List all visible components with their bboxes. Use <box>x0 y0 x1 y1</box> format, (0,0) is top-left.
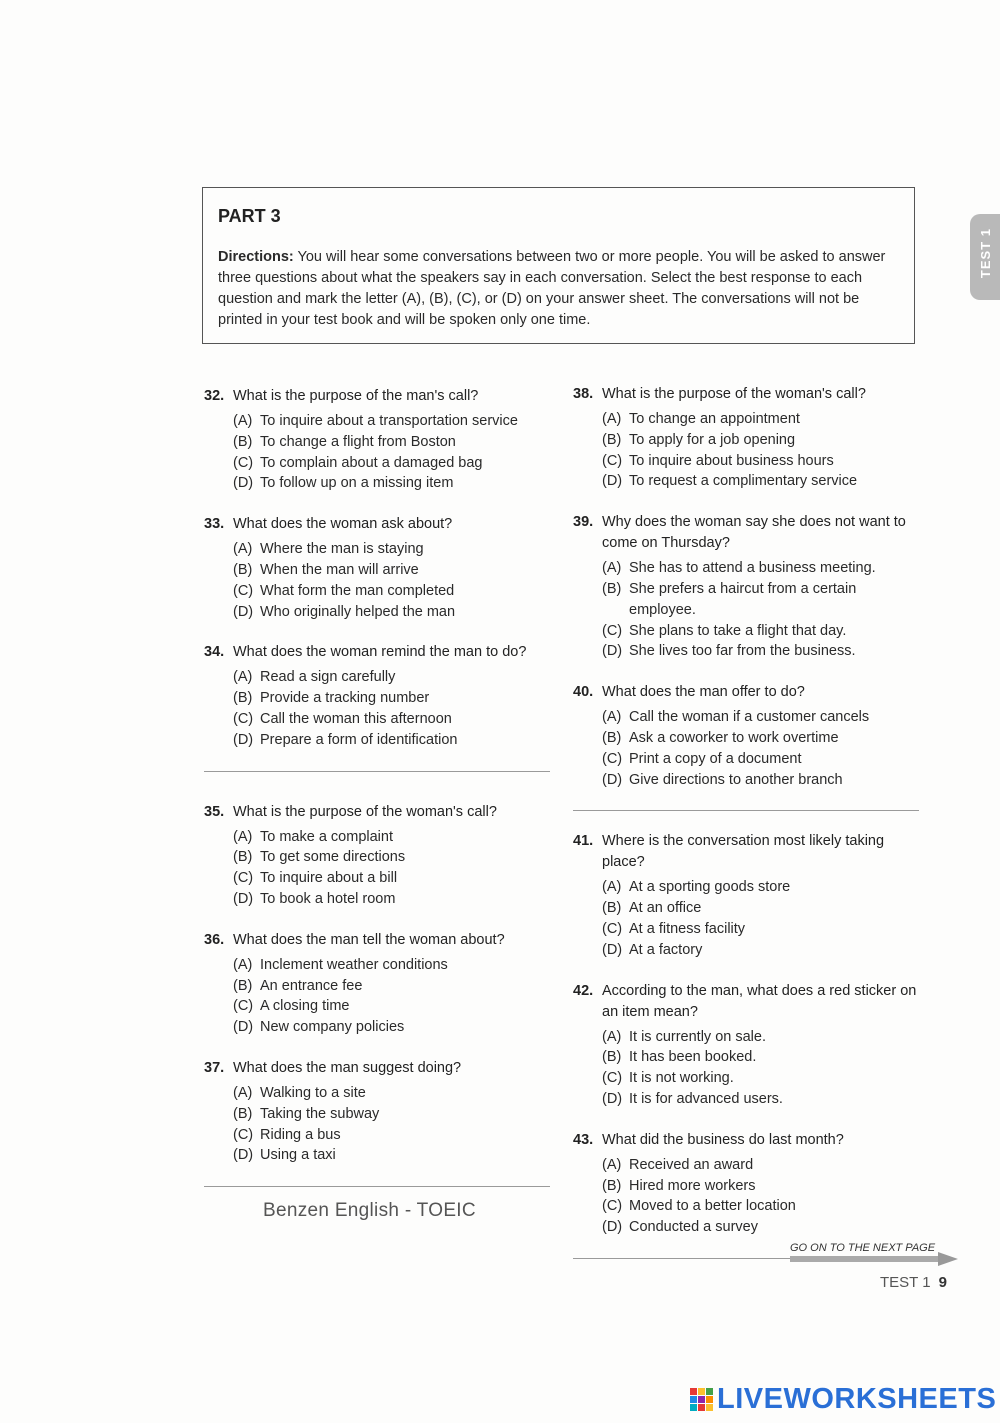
option[interactable] <box>602 1068 923 1089</box>
option-letter: (A) <box>233 1084 253 1101</box>
option[interactable] <box>602 1196 923 1217</box>
question-number: 37. <box>204 1059 225 1076</box>
watermark: Benzen English - TOEIC <box>263 1200 476 1221</box>
option[interactable] <box>602 451 923 472</box>
option[interactable] <box>602 579 923 621</box>
page-number: 9 <box>938 1274 947 1291</box>
option-text: To inquire about business hours <box>629 452 834 469</box>
option-letter: (D) <box>233 1147 254 1164</box>
directions-box <box>202 187 915 344</box>
option-letter: (A) <box>233 669 253 686</box>
option-letter: (A) <box>602 411 622 427</box>
question-text: What does the woman ask about? <box>233 516 453 533</box>
option-text: Ask a coworker to work overtime <box>629 729 839 746</box>
option[interactable] <box>602 898 923 919</box>
option-text: Riding a bus <box>260 1126 341 1143</box>
question-text: What does the man suggest doing? <box>233 1059 462 1076</box>
option-letter: (D) <box>233 890 254 907</box>
option-text: To get some directions <box>260 849 406 866</box>
option-letter: (D) <box>233 1019 254 1036</box>
divider <box>204 1186 550 1187</box>
right-column <box>573 384 923 1289</box>
option-text: At a sporting goods store <box>629 879 791 896</box>
option[interactable] <box>602 409 923 430</box>
option-text: A closing time <box>260 998 350 1015</box>
option-letter: (B) <box>602 729 622 746</box>
option[interactable] <box>602 707 923 728</box>
option-text: Call the woman if a customer cancels <box>629 709 870 726</box>
option-text: It is currently on sale. <box>629 1028 766 1045</box>
option-text: To inquire about a bill <box>260 870 398 887</box>
question-41 <box>573 831 923 960</box>
option-text: It is for advanced users. <box>629 1090 783 1107</box>
question-number: 38. <box>573 386 594 402</box>
liveworksheets-logo-icon <box>690 1388 713 1411</box>
option-letter: (C) <box>233 1126 254 1143</box>
option-letter: (A) <box>233 541 253 558</box>
directions-text: You will hear some conversations between two or more people. You will be asked to answer three questions about what the speakers say in each conversation. Select the best response to each question and mark the letter (A), (B), (C), or (D) on your answer sheet. The conversations will not be printed in your test book and will be spoken only one time. <box>218 249 886 328</box>
option-text: Call the woman this afternoon <box>260 710 452 727</box>
question-number: 36. <box>204 931 225 948</box>
option[interactable] <box>233 411 554 432</box>
option-text: To follow up on a missing item <box>260 475 454 492</box>
question-text: Where is the conversation most likely taking place? <box>602 833 885 871</box>
option-text: To request a complimentary service <box>629 473 858 490</box>
option-letter: (C) <box>602 1198 623 1215</box>
footer-logo <box>690 1383 996 1416</box>
question-number: 40. <box>573 684 594 701</box>
option[interactable] <box>602 1027 923 1048</box>
option-letter: (A) <box>602 1156 622 1173</box>
option[interactable] <box>233 473 554 494</box>
option-text: To book a hotel room <box>260 890 396 907</box>
option[interactable] <box>602 1176 923 1197</box>
arrow-right-icon <box>790 1252 960 1268</box>
option-text: To make a complaint <box>260 828 393 845</box>
option-letter: (A) <box>233 413 253 429</box>
question-text: What does the man tell the woman about? <box>233 931 505 948</box>
option[interactable] <box>233 827 554 848</box>
question-32 <box>204 386 554 494</box>
option-text: To apply for a job opening <box>629 431 796 448</box>
option-letter: (C) <box>233 582 254 599</box>
option-text: Received an award <box>629 1156 754 1173</box>
question-38 <box>573 384 923 492</box>
option-text: Print a copy of a document <box>629 750 802 767</box>
option-text: She plans to take a flight that day. <box>629 622 847 639</box>
question-number: 35. <box>204 803 225 820</box>
option[interactable] <box>602 749 923 770</box>
question-37 <box>204 1058 554 1166</box>
option[interactable] <box>233 560 554 581</box>
option[interactable] <box>602 558 923 579</box>
question-33 <box>204 514 554 622</box>
option-letter: (C) <box>233 710 254 727</box>
option[interactable] <box>233 453 554 474</box>
option[interactable] <box>233 955 554 976</box>
option-letter: (B) <box>602 1177 622 1194</box>
option[interactable] <box>233 1145 554 1166</box>
option-letter: (B) <box>233 977 253 994</box>
option-letter: (A) <box>602 879 622 896</box>
question-number: 41. <box>573 833 594 850</box>
option-text: It has been booked. <box>629 1049 757 1066</box>
option[interactable] <box>602 621 923 642</box>
divider <box>204 771 550 772</box>
question-number: 32. <box>204 388 225 404</box>
option[interactable] <box>602 430 923 451</box>
option-text: Conducted a survey <box>629 1219 758 1236</box>
option[interactable] <box>233 1104 554 1125</box>
go-on-label: GO ON TO THE NEXT PAGE <box>790 1242 936 1254</box>
option[interactable] <box>233 889 554 910</box>
option-letter: (D) <box>602 473 623 490</box>
option-letter: (B) <box>233 1105 253 1122</box>
option[interactable] <box>233 996 554 1017</box>
option-letter: (A) <box>602 709 622 726</box>
option-letter: (D) <box>233 731 254 748</box>
divider <box>573 810 919 811</box>
option-letter: (A) <box>602 560 622 577</box>
question-43 <box>573 1130 923 1238</box>
side-tab <box>970 214 1000 300</box>
option-text: To inquire about a transportation service <box>260 413 518 429</box>
option-letter: (D) <box>602 941 623 958</box>
option-letter: (A) <box>233 956 253 973</box>
option-letter: (C) <box>602 452 623 469</box>
option-letter: (B) <box>233 690 253 707</box>
question-text: What is the purpose of the woman's call? <box>233 803 497 820</box>
option-text: Hired more workers <box>629 1177 756 1194</box>
option-letter: (B) <box>602 900 622 917</box>
option-text: It is not working. <box>629 1070 734 1087</box>
option-text: Read a sign carefully <box>260 669 396 686</box>
option[interactable] <box>233 688 554 709</box>
question-34 <box>204 642 554 750</box>
option-letter: (B) <box>233 433 253 450</box>
option[interactable] <box>233 868 554 889</box>
option-text: Using a taxi <box>260 1147 336 1164</box>
option-letter: (D) <box>602 771 623 788</box>
option-text: At a fitness facility <box>629 920 746 937</box>
option-text: New company policies <box>260 1019 405 1036</box>
option-text: Moved to a better location <box>629 1198 796 1215</box>
part-title: PART 3 <box>218 206 281 226</box>
option-text: Inclement weather conditions <box>260 956 448 973</box>
option-letter: (D) <box>602 643 623 660</box>
left-column <box>204 386 554 1217</box>
option-text: She has to attend a business meeting. <box>629 560 876 577</box>
question-36 <box>204 930 554 1038</box>
option[interactable] <box>602 1047 923 1068</box>
option[interactable] <box>233 1083 554 1104</box>
question-text: Why does the woman say she does not want to come on Thursday? <box>602 514 906 552</box>
option[interactable] <box>602 641 923 662</box>
question-text: What did the business do last month? <box>602 1131 844 1148</box>
side-tab-label: TEST 1 <box>978 228 993 279</box>
option-text: Give directions to another branch <box>629 771 843 788</box>
option[interactable] <box>233 581 554 602</box>
option-letter: (C) <box>602 920 623 937</box>
option-text: Prepare a form of identification <box>260 731 458 748</box>
option[interactable] <box>233 847 554 868</box>
option[interactable] <box>233 667 554 688</box>
option-text: Who originally helped the man <box>260 603 456 620</box>
option-letter: (D) <box>233 475 254 492</box>
option[interactable] <box>233 539 554 560</box>
option-text: Where the man is staying <box>260 541 424 558</box>
option-letter: (C) <box>602 750 623 767</box>
question-text: What does the man offer to do? <box>602 684 805 701</box>
option[interactable] <box>602 1155 923 1176</box>
option[interactable] <box>602 471 923 492</box>
option-letter: (B) <box>602 431 622 448</box>
option[interactable] <box>233 1125 554 1146</box>
option-text: To change a flight from Boston <box>260 433 456 450</box>
question-number: 33. <box>204 516 225 533</box>
question-text: What is the purpose of the woman's call? <box>602 386 866 402</box>
option-letter: (C) <box>233 870 254 887</box>
option-letter: (D) <box>602 1219 623 1236</box>
option[interactable] <box>602 1089 923 1110</box>
option[interactable] <box>602 728 923 749</box>
question-35 <box>204 802 554 910</box>
option-text: She lives too far from the business. <box>629 643 856 660</box>
option-letter: (B) <box>602 580 622 597</box>
option-text: To change an appointment <box>629 411 800 427</box>
option-letter: (D) <box>233 603 254 620</box>
question-42 <box>573 981 923 1110</box>
option-text: She prefers a haircut from a certain employee. <box>629 580 857 618</box>
page-label: TEST 1 <box>880 1274 931 1291</box>
option[interactable] <box>233 602 554 623</box>
option[interactable] <box>602 1217 923 1238</box>
directions-label: Directions: <box>218 249 294 265</box>
option-text: Walking to a site <box>260 1084 366 1101</box>
question-text: What does the woman remind the man to do? <box>233 644 527 661</box>
option-text: At an office <box>629 900 702 917</box>
directions <box>218 247 900 331</box>
option-text: Taking the subway <box>260 1105 380 1122</box>
option-letter: (A) <box>233 828 253 845</box>
option-letter: (B) <box>233 849 253 866</box>
question-number: 43. <box>573 1131 594 1148</box>
option-text: At a factory <box>629 941 703 958</box>
option-letter: (A) <box>602 1028 622 1045</box>
option[interactable] <box>233 1017 554 1038</box>
option-text: Provide a tracking number <box>260 690 430 707</box>
question-number: 42. <box>573 982 594 999</box>
option[interactable] <box>233 730 554 751</box>
option[interactable] <box>602 877 923 898</box>
option-letter: (C) <box>233 998 254 1015</box>
question-text: What is the purpose of the man's call? <box>233 388 479 404</box>
option[interactable] <box>233 432 554 453</box>
option[interactable] <box>602 919 923 940</box>
option[interactable] <box>233 976 554 997</box>
option[interactable] <box>602 770 923 791</box>
question-number: 39. <box>573 514 594 531</box>
option[interactable] <box>233 709 554 730</box>
question-number: 34. <box>204 644 225 661</box>
page-number-label <box>880 1274 947 1291</box>
option-text: When the man will arrive <box>260 561 419 578</box>
question-39 <box>573 512 923 662</box>
option-text: What form the man completed <box>260 582 455 599</box>
option-letter: (C) <box>233 454 254 471</box>
question-text: According to the man, what does a red sticker on an item mean? <box>602 982 917 1020</box>
option-letter: (C) <box>602 622 623 639</box>
option[interactable] <box>602 940 923 961</box>
option-letter: (C) <box>602 1070 623 1087</box>
option-letter: (B) <box>233 561 253 578</box>
option-letter: (B) <box>602 1049 622 1066</box>
footer-brand[interactable]: LIVEWORKSHEETS <box>717 1383 997 1415</box>
option-text: To complain about a damaged bag <box>260 454 483 471</box>
question-40 <box>573 682 923 790</box>
option-letter: (D) <box>602 1090 623 1107</box>
option-text: An entrance fee <box>260 977 363 994</box>
